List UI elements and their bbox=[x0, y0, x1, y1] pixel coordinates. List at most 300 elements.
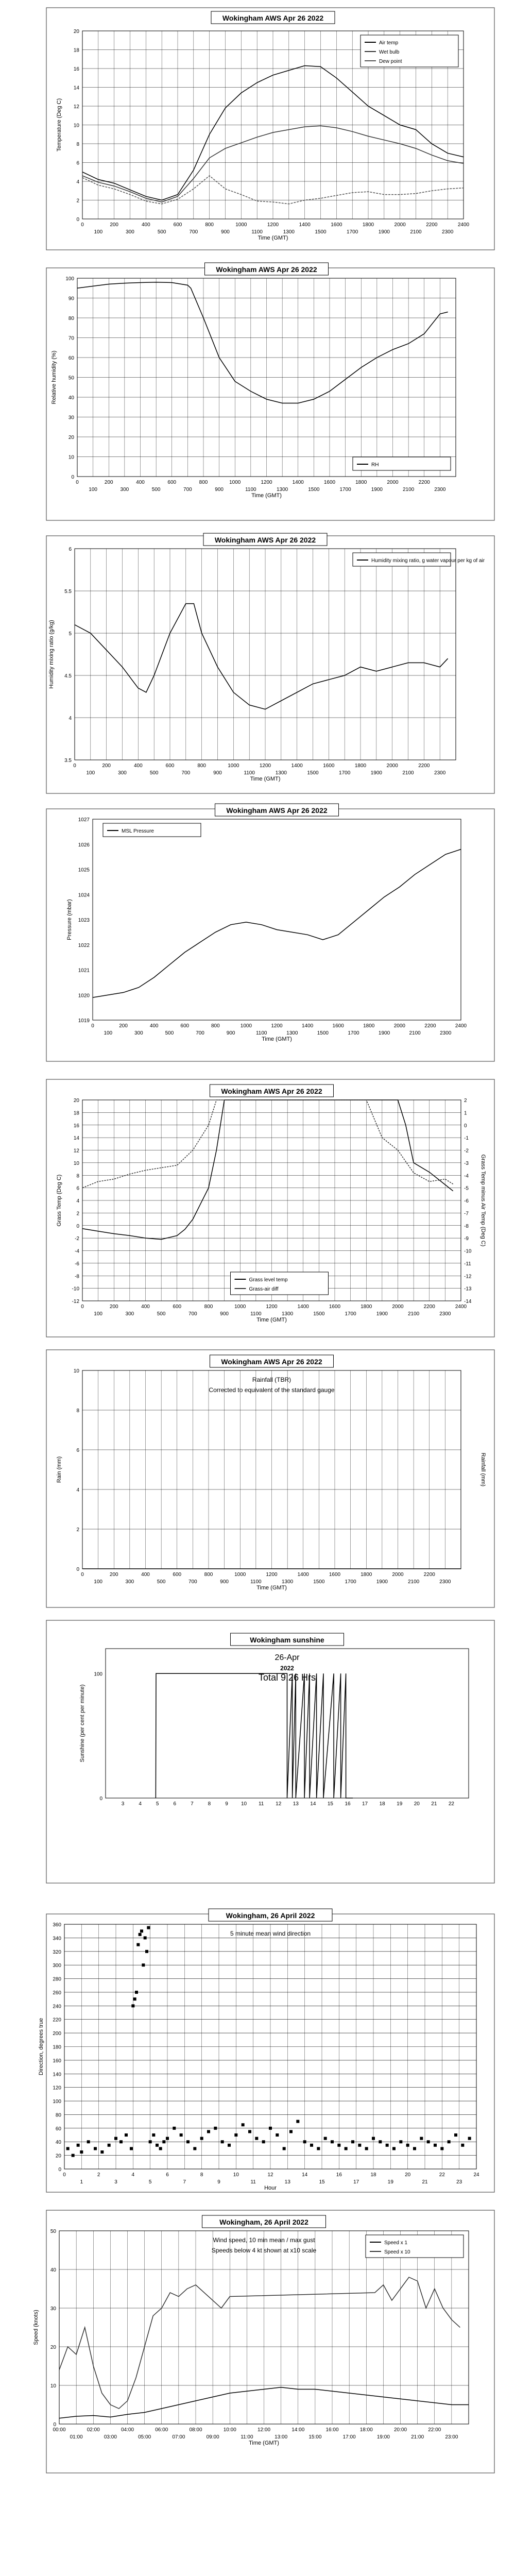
data-point bbox=[262, 2140, 265, 2143]
y-tick-label: -12 bbox=[72, 1299, 79, 1304]
y-tick-label: 0 bbox=[53, 2422, 56, 2428]
x-tick-label: 00:00 bbox=[53, 2427, 66, 2433]
x-tick-label: 1400 bbox=[297, 1572, 309, 1578]
x-tick-label: 1500 bbox=[313, 1311, 325, 1317]
x-tick-label: 1200 bbox=[267, 222, 279, 228]
y-tick-label: 0 bbox=[76, 217, 79, 223]
x-tick-label: 400 bbox=[133, 763, 143, 769]
data-point bbox=[108, 2144, 111, 2147]
data-point bbox=[331, 2140, 334, 2143]
x-tick-label: 0 bbox=[73, 763, 76, 769]
x-tick-label: 0 bbox=[81, 1304, 84, 1310]
x-tick-label: 18:00 bbox=[359, 2427, 373, 2433]
x-tick-label: 11 bbox=[258, 1801, 264, 1807]
x-tick-label: 2200 bbox=[418, 763, 430, 769]
x-tick-label: 15:00 bbox=[308, 2434, 322, 2440]
x-tick-label: 21 bbox=[422, 2179, 428, 2185]
y-right-tick-label: -3 bbox=[464, 1160, 469, 1166]
x-tick-label: 21:00 bbox=[411, 2434, 424, 2440]
x-tick-label: 1900 bbox=[376, 1311, 388, 1317]
data-point bbox=[337, 2144, 340, 2147]
data-point bbox=[310, 2144, 313, 2147]
x-tick-label: 4 bbox=[139, 1801, 142, 1807]
data-point bbox=[461, 2144, 464, 2147]
y-tick-label: 2 bbox=[76, 1211, 79, 1217]
x-tick-label: 1700 bbox=[339, 487, 351, 493]
y-tick-label: 0 bbox=[71, 474, 74, 480]
x-tick-label: 900 bbox=[220, 1579, 229, 1585]
x-tick-label: 1800 bbox=[360, 1304, 372, 1310]
data-point bbox=[434, 2144, 437, 2147]
y-axis-label: Grass Temp (Deg C) bbox=[56, 1174, 62, 1227]
y-tick-label: 4 bbox=[76, 179, 79, 185]
x-tick-label: 20 bbox=[405, 2172, 411, 2178]
data-point bbox=[289, 2130, 293, 2133]
y-tick-label: 18 bbox=[73, 47, 79, 54]
y-tick-label: 1022 bbox=[78, 942, 90, 948]
y-tick-label: 0 bbox=[76, 1567, 79, 1572]
data-point bbox=[413, 2147, 416, 2150]
y-tick-label: 180 bbox=[53, 2044, 61, 2050]
y-tick-label: 20 bbox=[50, 2345, 56, 2350]
data-point bbox=[66, 2147, 70, 2150]
data-point bbox=[139, 1933, 142, 1936]
data-point bbox=[234, 2133, 237, 2137]
x-tick-label: 20 bbox=[414, 1801, 420, 1807]
data-point bbox=[296, 2120, 299, 2123]
x-tick-label: 1600 bbox=[323, 480, 336, 485]
legend-label: Humidity mixing ratio, g water vapour per kg of air bbox=[371, 558, 485, 564]
x-axis-label: Time (GMT) bbox=[250, 776, 281, 782]
x-tick-label: 11:00 bbox=[241, 2434, 253, 2440]
y-right-tick-label: -1 bbox=[464, 1136, 469, 1142]
x-tick-label: 10 bbox=[233, 2172, 239, 2178]
data-point bbox=[156, 2144, 159, 2147]
data-point bbox=[427, 2140, 430, 2143]
x-tick-label: 700 bbox=[188, 1579, 197, 1585]
data-point bbox=[166, 2137, 169, 2140]
y-tick-label: 1023 bbox=[78, 918, 90, 923]
x-tick-label: 24 bbox=[473, 2172, 479, 2178]
x-tick-label: 400 bbox=[141, 222, 150, 228]
data-point bbox=[228, 2144, 231, 2147]
x-tick-label: 2400 bbox=[455, 1023, 467, 1029]
x-tick-label: 14 bbox=[310, 1801, 316, 1807]
x-tick-label: 2300 bbox=[440, 1030, 452, 1036]
x-tick-label: 2200 bbox=[423, 1304, 435, 1310]
y-right-tick-label: -13 bbox=[464, 1286, 472, 1292]
x-tick-label: 23:00 bbox=[445, 2434, 458, 2440]
x-tick-label: 1400 bbox=[299, 222, 311, 228]
x-axis-label: Time (GMT) bbox=[251, 493, 282, 499]
x-tick-label: 2100 bbox=[410, 229, 422, 235]
y-tick-label: -2 bbox=[75, 1236, 79, 1242]
x-tick-label: 1300 bbox=[275, 770, 287, 776]
data-point bbox=[351, 2140, 354, 2143]
chart-title: Wokingham, 26 April 2022 bbox=[226, 1911, 315, 1920]
y-tick-label: 8 bbox=[76, 1408, 79, 1414]
y-tick-label: 1024 bbox=[78, 892, 90, 899]
x-tick-label: 700 bbox=[183, 487, 192, 493]
data-point bbox=[214, 2127, 217, 2130]
data-point bbox=[221, 2140, 224, 2143]
x-tick-label: 500 bbox=[151, 487, 161, 493]
x-tick-label: 03:00 bbox=[104, 2434, 117, 2440]
x-tick-label: 600 bbox=[173, 222, 182, 228]
x-tick-label: 800 bbox=[205, 222, 214, 228]
y-tick-label: 6 bbox=[76, 1448, 79, 1453]
x-tick-label: 800 bbox=[204, 1572, 213, 1578]
y-tick-label: 20 bbox=[73, 29, 79, 35]
y-tick-label: 40 bbox=[68, 395, 74, 401]
x-tick-label: 19:00 bbox=[376, 2434, 390, 2440]
x-tick-label: 200 bbox=[109, 1304, 118, 1310]
x-tick-label: 1300 bbox=[286, 1030, 298, 1036]
y-tick-label: 4 bbox=[76, 1198, 79, 1204]
x-tick-label: 2300 bbox=[434, 487, 446, 493]
y-right-tick-label: -4 bbox=[464, 1173, 469, 1179]
x-tick-label: 2100 bbox=[409, 1030, 421, 1036]
y-tick-label: 5.5 bbox=[64, 589, 72, 595]
sunshine-chart bbox=[46, 1620, 494, 1883]
x-tick-label: 3 bbox=[114, 2179, 117, 2185]
x-tick-label: 2300 bbox=[439, 1579, 451, 1585]
y-tick-label: 10 bbox=[68, 454, 74, 461]
x-tick-label: 04:00 bbox=[121, 2427, 134, 2433]
x-tick-label: 1200 bbox=[261, 480, 272, 485]
data-point bbox=[406, 2144, 409, 2147]
x-tick-label: 2000 bbox=[386, 763, 398, 769]
x-tick-label: 16 bbox=[336, 2172, 342, 2178]
y-tick-label: 3.5 bbox=[64, 758, 72, 764]
y-tick-label: 50 bbox=[50, 2229, 56, 2234]
chart-date-label: 26-Apr bbox=[274, 1653, 300, 1662]
sunshine-frame bbox=[46, 1620, 494, 1883]
y-right-tick-label: -6 bbox=[464, 1198, 469, 1204]
y-tick-label: 1027 bbox=[78, 817, 90, 823]
data-point bbox=[135, 1991, 138, 1994]
legend-label: Dew point bbox=[379, 59, 402, 64]
y-tick-label: 360 bbox=[53, 1922, 61, 1928]
x-tick-label: 1100 bbox=[255, 1030, 267, 1036]
y-tick-label: 280 bbox=[53, 1976, 61, 1982]
x-tick-label: 200 bbox=[119, 1023, 128, 1029]
chart-annotation: Corrected to equivalent of the standard gauge bbox=[209, 1386, 335, 1394]
x-tick-label: 1100 bbox=[245, 487, 256, 493]
x-tick-label: 1700 bbox=[345, 1311, 356, 1317]
x-tick-label: 15 bbox=[327, 1801, 333, 1807]
y-tick-label: 6 bbox=[68, 547, 72, 552]
legend bbox=[366, 2235, 464, 2258]
x-tick-label: 300 bbox=[125, 1311, 134, 1317]
data-point bbox=[440, 2147, 443, 2150]
x-tick-label: 800 bbox=[199, 480, 208, 485]
y-tick-label: 300 bbox=[53, 1963, 61, 1969]
x-tick-label: 09:00 bbox=[206, 2434, 219, 2440]
x-tick-label: 22:00 bbox=[428, 2427, 441, 2433]
data-point bbox=[77, 2144, 80, 2147]
x-tick-label: 01:00 bbox=[70, 2434, 83, 2440]
y-tick-label: 0 bbox=[58, 2167, 61, 2173]
data-point bbox=[454, 2133, 457, 2137]
data-point bbox=[283, 2147, 286, 2150]
x-tick-label: 2100 bbox=[402, 770, 414, 776]
y-tick-label: 20 bbox=[73, 1098, 79, 1104]
data-point bbox=[193, 2147, 196, 2150]
data-point bbox=[345, 2147, 348, 2150]
x-tick-label: 1000 bbox=[235, 222, 247, 228]
y-tick-label: 10 bbox=[50, 2383, 56, 2389]
x-tick-label: 1800 bbox=[362, 222, 374, 228]
data-point bbox=[149, 2140, 152, 2143]
x-tick-label: 17 bbox=[362, 1801, 368, 1807]
temperature-chart bbox=[46, 8, 494, 250]
y-tick-label: 16 bbox=[73, 66, 79, 72]
x-tick-label: 100 bbox=[94, 1311, 102, 1317]
y-tick-label: 20 bbox=[68, 435, 74, 440]
x-tick-label: 400 bbox=[141, 1304, 150, 1310]
x-tick-label: 1700 bbox=[339, 770, 351, 776]
x-tick-label: 0 bbox=[91, 1023, 94, 1029]
x-tick-label: 07:00 bbox=[172, 2434, 185, 2440]
y-tick-label: 12 bbox=[73, 104, 79, 110]
x-tick-label: 900 bbox=[226, 1030, 235, 1036]
wind-direction-chart bbox=[38, 1909, 494, 2192]
x-tick-label: 23 bbox=[456, 2179, 462, 2185]
x-tick-label: 200 bbox=[110, 222, 119, 228]
y-tick-label: 200 bbox=[53, 2031, 61, 2037]
y-tick-label: 2 bbox=[76, 198, 79, 204]
x-axis-label: Hour bbox=[264, 2185, 277, 2191]
data-point bbox=[173, 2127, 176, 2130]
x-tick-label: 2200 bbox=[418, 480, 430, 485]
data-point bbox=[72, 2154, 75, 2157]
data-point bbox=[379, 2140, 382, 2143]
y-tick-label: 50 bbox=[68, 375, 74, 381]
data-point bbox=[80, 2150, 83, 2154]
x-tick-label: 7 bbox=[183, 2179, 186, 2185]
x-tick-label: 19 bbox=[387, 2179, 393, 2185]
x-tick-label: 100 bbox=[94, 1579, 102, 1585]
x-tick-label: 2200 bbox=[424, 1023, 436, 1029]
x-tick-label: 1500 bbox=[308, 487, 320, 493]
x-tick-label: 600 bbox=[173, 1304, 182, 1310]
x-tick-label: 8 bbox=[200, 2172, 203, 2178]
y-axis-label: Rain (mm) bbox=[56, 1456, 62, 1483]
data-point bbox=[303, 2140, 306, 2143]
x-tick-label: 12:00 bbox=[257, 2427, 271, 2433]
x-tick-label: 7 bbox=[191, 1801, 194, 1807]
x-tick-label: 1500 bbox=[307, 770, 319, 776]
y-tick-label: 220 bbox=[53, 2017, 61, 2023]
data-point bbox=[399, 2140, 402, 2143]
y-tick-label: 4.5 bbox=[64, 673, 72, 679]
y-right-tick-label: 1 bbox=[464, 1110, 467, 1116]
data-point bbox=[180, 2133, 183, 2137]
x-tick-label: 0 bbox=[81, 222, 84, 228]
legend-label: Grass level temp bbox=[249, 1277, 288, 1283]
data-point bbox=[242, 2123, 245, 2126]
x-tick-label: 200 bbox=[109, 1572, 118, 1578]
x-tick-label: 100 bbox=[86, 770, 95, 776]
x-tick-label: 22 bbox=[439, 2172, 445, 2178]
data-point bbox=[317, 2147, 320, 2150]
x-tick-label: 1300 bbox=[282, 1579, 294, 1585]
x-tick-label: 1800 bbox=[360, 1572, 372, 1578]
chart-title: Wokingham AWS Apr 26 2022 bbox=[226, 806, 328, 815]
y-tick-label: 8 bbox=[76, 142, 79, 147]
y-tick-label: 14 bbox=[73, 1136, 79, 1142]
data-point bbox=[136, 1943, 140, 1946]
chart-subtitle: 5 minute mean wind direction bbox=[230, 1930, 311, 1937]
y-tick-label: 100 bbox=[65, 276, 74, 282]
x-tick-label: 1700 bbox=[347, 229, 358, 235]
x-tick-label: 1900 bbox=[378, 229, 390, 235]
y-tick-label: 80 bbox=[68, 316, 74, 321]
x-tick-label: 1600 bbox=[329, 1572, 341, 1578]
data-point bbox=[145, 1950, 148, 1953]
y-tick-label: 8 bbox=[76, 1173, 79, 1179]
x-tick-label: 1200 bbox=[266, 1304, 278, 1310]
x-tick-label: 2300 bbox=[439, 1311, 451, 1317]
legend-label: Speed x 10 bbox=[384, 2249, 410, 2255]
rainfall-chart bbox=[46, 1350, 494, 1607]
humidity-chart bbox=[46, 263, 494, 520]
y-tick-label: 12 bbox=[73, 1148, 79, 1154]
data-point bbox=[94, 2147, 97, 2150]
x-tick-label: 1800 bbox=[355, 480, 367, 485]
data-point bbox=[248, 2130, 251, 2133]
x-tick-label: 13:00 bbox=[274, 2434, 288, 2440]
data-point bbox=[448, 2140, 451, 2143]
x-tick-label: 1400 bbox=[291, 763, 303, 769]
y-right-tick-label: -9 bbox=[464, 1236, 469, 1242]
x-tick-label: 12 bbox=[276, 1801, 282, 1807]
data-point bbox=[468, 2137, 471, 2140]
x-tick-label: 1600 bbox=[323, 763, 335, 769]
x-tick-label: 600 bbox=[180, 1023, 190, 1029]
x-tick-label: 2100 bbox=[408, 1311, 420, 1317]
x-tick-label: 900 bbox=[213, 770, 222, 776]
x-tick-label: 1900 bbox=[378, 1030, 390, 1036]
y-tick-label: 18 bbox=[73, 1110, 79, 1116]
y-tick-label: -4 bbox=[75, 1248, 79, 1255]
data-point bbox=[207, 2130, 210, 2133]
y-tick-label: -6 bbox=[75, 1261, 79, 1267]
x-axis-label: Time (GMT) bbox=[256, 1317, 287, 1323]
y-tick-label: 30 bbox=[68, 415, 74, 421]
x-tick-label: 13 bbox=[284, 2179, 290, 2185]
y-tick-label: 16 bbox=[73, 1123, 79, 1129]
x-tick-label: 16:00 bbox=[325, 2427, 339, 2433]
data-point bbox=[152, 2133, 155, 2137]
x-tick-label: 1200 bbox=[271, 1023, 283, 1029]
y-tick-label: 1025 bbox=[78, 867, 90, 873]
y-tick-label: 80 bbox=[55, 2112, 61, 2119]
x-tick-label: 1700 bbox=[345, 1579, 356, 1585]
y-right-axis-label: Grass Temp minus Air Temp (Deg C) bbox=[480, 1154, 486, 1247]
x-tick-label: 0 bbox=[81, 1572, 84, 1578]
y-axis-label: Direction, degrees true bbox=[38, 2018, 44, 2076]
x-tick-label: 11 bbox=[250, 2179, 256, 2185]
x-axis-label: Time (GMT) bbox=[258, 235, 288, 241]
chart-year-label: 2022 bbox=[280, 1665, 294, 1672]
y-right-tick-label: -8 bbox=[464, 1223, 469, 1229]
x-tick-label: 0 bbox=[76, 480, 79, 485]
x-tick-label: 1600 bbox=[332, 1023, 344, 1029]
y-tick-label: 30 bbox=[50, 2306, 56, 2312]
x-tick-label: 2000 bbox=[393, 1023, 405, 1029]
x-tick-label: 1200 bbox=[259, 763, 271, 769]
chart-subtitle: Rainfall (TBR) bbox=[252, 1376, 291, 1383]
data-point bbox=[114, 2137, 117, 2140]
chart-title: Wokingham, 26 April 2022 bbox=[219, 2218, 308, 2226]
x-tick-label: 21 bbox=[431, 1801, 437, 1807]
y-tick-label: 140 bbox=[53, 2072, 61, 2078]
y-tick-label: 90 bbox=[68, 296, 74, 302]
x-tick-label: 1000 bbox=[228, 763, 239, 769]
y-tick-label: 4 bbox=[68, 716, 72, 721]
data-point bbox=[269, 2127, 272, 2130]
data-point bbox=[200, 2137, 203, 2140]
x-tick-label: 15 bbox=[319, 2179, 325, 2185]
data-point bbox=[386, 2144, 389, 2147]
y-tick-label: 10 bbox=[73, 1368, 79, 1374]
y-right-axis-label: Rainfall (mm) bbox=[480, 1452, 486, 1487]
x-tick-label: 10 bbox=[241, 1801, 247, 1807]
data-point bbox=[147, 1926, 150, 1929]
x-tick-label: 3 bbox=[121, 1801, 125, 1807]
x-axis-label: Time (GMT) bbox=[256, 1585, 287, 1591]
x-tick-label: 400 bbox=[136, 480, 145, 485]
x-tick-label: 400 bbox=[141, 1572, 150, 1578]
x-tick-label: 1400 bbox=[297, 1304, 309, 1310]
x-tick-label: 1700 bbox=[348, 1030, 359, 1036]
data-point bbox=[276, 2133, 279, 2137]
x-tick-label: 6 bbox=[173, 1801, 177, 1807]
y-right-tick-label: -5 bbox=[464, 1185, 469, 1192]
y-tick-label: 4 bbox=[76, 1487, 79, 1493]
x-tick-label: 100 bbox=[94, 229, 103, 235]
x-tick-label: 17 bbox=[353, 2179, 359, 2185]
x-tick-label: 1000 bbox=[234, 1304, 246, 1310]
x-tick-label: 2100 bbox=[408, 1579, 420, 1585]
y-tick-label: 6 bbox=[76, 160, 79, 166]
x-tick-label: 2 bbox=[97, 2172, 100, 2178]
y-tick-label: 40 bbox=[50, 2267, 56, 2273]
legend-label: Speed x 1 bbox=[384, 2240, 408, 2246]
x-tick-label: 2000 bbox=[387, 480, 399, 485]
y-tick-label: 0 bbox=[76, 1223, 79, 1229]
x-tick-label: 1900 bbox=[376, 1579, 388, 1585]
legend-label: RH bbox=[371, 462, 379, 468]
x-tick-label: 700 bbox=[196, 1030, 204, 1036]
legend-label: MSL Pressure bbox=[122, 828, 154, 834]
y-right-tick-label: -12 bbox=[464, 1274, 472, 1280]
data-point bbox=[140, 1929, 143, 1933]
x-tick-label: 1300 bbox=[282, 1311, 294, 1317]
x-axis-label: Time (GMT) bbox=[249, 2440, 279, 2446]
x-tick-label: 9 bbox=[217, 2179, 220, 2185]
x-tick-label: 800 bbox=[211, 1023, 220, 1029]
data-point bbox=[255, 2137, 258, 2140]
x-tick-label: 2200 bbox=[426, 222, 438, 228]
x-tick-label: 18 bbox=[379, 1801, 385, 1807]
x-tick-label: 1900 bbox=[370, 770, 382, 776]
y-tick-label: 160 bbox=[53, 2058, 61, 2064]
legend-label: Air temp bbox=[379, 40, 399, 46]
x-tick-label: 100 bbox=[89, 487, 97, 493]
